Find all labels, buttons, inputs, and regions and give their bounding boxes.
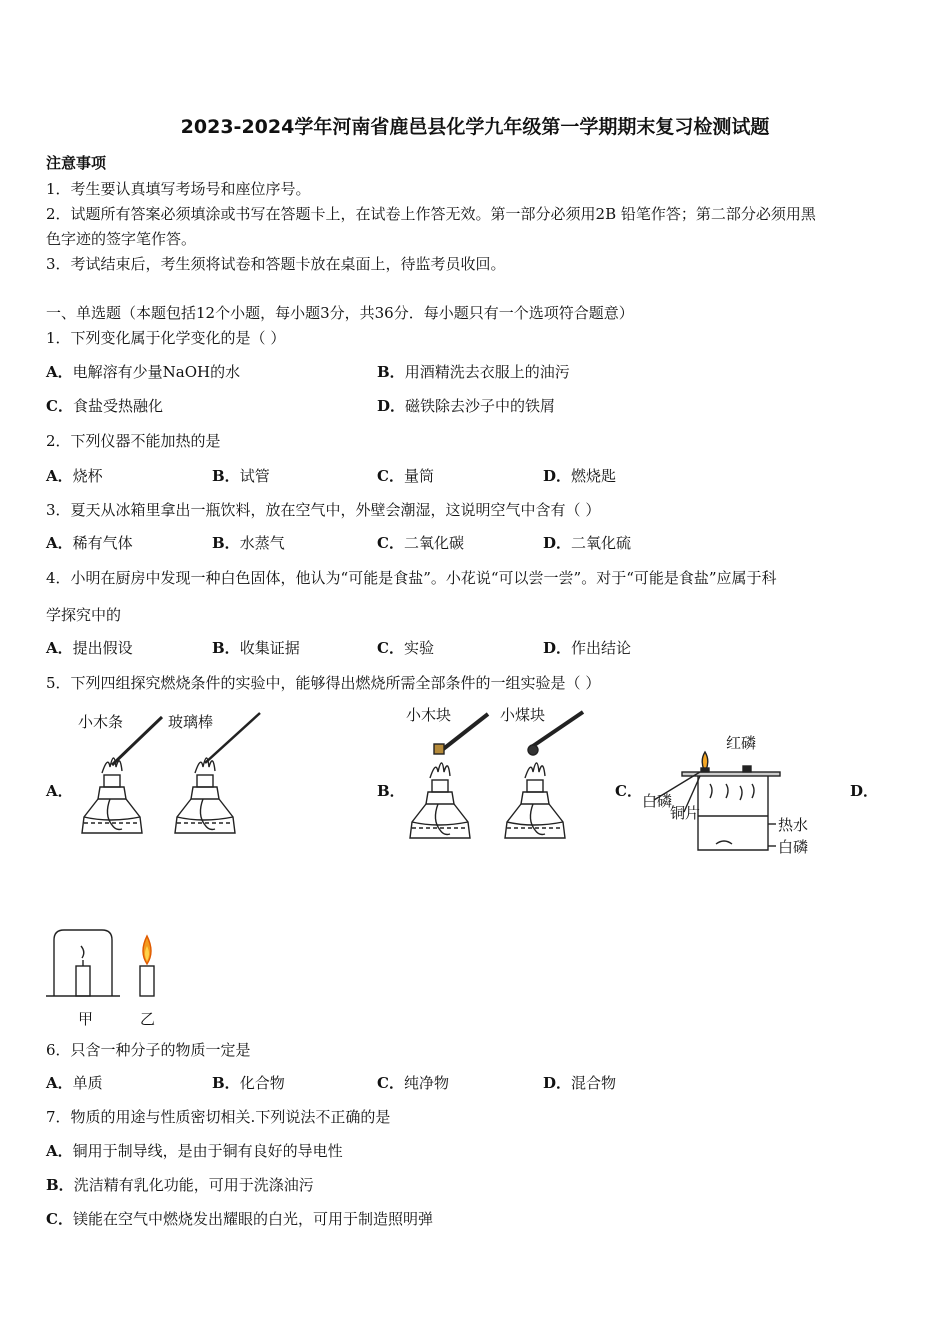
option-label: D．: [543, 1074, 572, 1092]
option-label: C．: [46, 1210, 73, 1228]
option-label: B．: [212, 639, 240, 657]
q5-label-b: B．: [377, 782, 405, 800]
option-text: 燃烧匙: [571, 467, 617, 485]
option-text: 烧杯: [72, 467, 103, 485]
q3-option-c: [377, 532, 464, 553]
label-white-phosphorus-top: 白磷: [642, 792, 673, 810]
option-text: 收集证据: [239, 639, 300, 657]
question-2-stem: 2．下列仪器不能加热的是: [46, 432, 221, 450]
label-yi: 乙: [140, 1010, 156, 1028]
option-label: B．: [212, 1074, 240, 1092]
option-label: B．: [46, 1176, 74, 1194]
coal-block-icon: [528, 745, 538, 755]
q6-option-c: [377, 1072, 449, 1093]
option-label: C．: [377, 1074, 404, 1092]
option-text: 纯净物: [403, 1074, 449, 1092]
q6-option-b: [212, 1072, 285, 1093]
candle-jia: [76, 966, 90, 996]
q1-option-a: [46, 361, 240, 382]
flame-icon: [702, 752, 708, 770]
option-label: D．: [543, 639, 572, 657]
q4-option-c: [377, 637, 434, 658]
label-copper-sheet: 铜片: [670, 804, 701, 822]
q5-label-a: A．: [46, 782, 73, 800]
q6-option-a: [46, 1072, 103, 1093]
option-text: 二氧化硫: [571, 534, 632, 552]
figure-c-phosphorus-beaker: [640, 728, 820, 860]
q4-option-a: [46, 637, 133, 658]
q2-option-b: [212, 465, 270, 486]
option-label: D．: [377, 397, 406, 415]
wood-block-icon: [434, 744, 444, 754]
notice-heading: 注意事项: [46, 154, 107, 172]
alcohol-lamp-icon: [410, 763, 470, 838]
white-phosphorus-bottom: [716, 841, 732, 844]
option-label: C．: [377, 534, 404, 552]
option-label: C．: [46, 397, 73, 415]
label-wood-block: 小木块: [406, 706, 452, 724]
option-text: 用酒精洗去衣服上的油污: [404, 363, 570, 381]
q7-option-b: [46, 1174, 314, 1195]
figure-b-alcohol-lamps: [398, 700, 593, 860]
white-phosphorus-top: [701, 768, 709, 772]
notice-item: 色字迹的签字笔作答。: [46, 230, 197, 248]
option-text: 洗洁精有乳化功能，可用于洗涤油污: [73, 1176, 314, 1194]
question-5-stem: 5．下列四组探究燃烧条件的实验中，能够得出燃烧所需全部条件的一组实验是（ ）: [46, 674, 601, 692]
q2-option-d: [543, 465, 616, 486]
red-phosphorus: [743, 766, 751, 772]
q3-option-a: [46, 532, 133, 553]
option-text: 镁能在空气中燃烧发出耀眼的白光，可用于制造照明弹: [72, 1210, 433, 1228]
q4-option-d: [543, 637, 631, 658]
q4-option-b: [212, 637, 300, 658]
option-text: 化合物: [239, 1074, 285, 1092]
q3-option-b: [212, 532, 285, 553]
option-text: 混合物: [571, 1074, 617, 1092]
option-label: A．: [46, 1074, 73, 1092]
label-wood-stick: 小木条: [78, 713, 124, 731]
label-white-phosphorus-bottom: 白磷: [778, 838, 809, 856]
question-4-stem-cont: 学探究中的: [46, 606, 122, 624]
option-text: 稀有气体: [72, 534, 133, 552]
option-text: 磁铁除去沙子中的铁屑: [405, 397, 556, 415]
q1-option-c: [46, 395, 163, 416]
smoke-icon: [81, 946, 84, 966]
question-4-stem: 4．小明在厨房中发现一种白色固体，他认为“可能是食盐”。小花说“可以尝一尝”。对于“可能是食盐”应属于科: [46, 569, 777, 587]
q6-option-d: [543, 1072, 616, 1093]
option-text: 铜用于制导线，是由于铜有良好的导电性: [72, 1142, 343, 1160]
alcohol-lamp-icon: [82, 758, 142, 833]
q2-option-c: [377, 465, 434, 486]
option-label: A．: [46, 467, 73, 485]
option-label: C．: [377, 467, 404, 485]
option-text: 提出假设: [72, 639, 133, 657]
option-label: A．: [46, 363, 73, 381]
page-title: 2023-2024学年河南省鹿邑县化学九年级第一学期期末复习检测试题: [180, 116, 770, 138]
alcohol-lamp-icon: [175, 758, 235, 833]
option-label: A．: [46, 534, 73, 552]
q1-option-d: [377, 395, 555, 416]
option-text: 实验: [403, 639, 434, 657]
option-text: 单质: [72, 1074, 103, 1092]
option-text: 水蒸气: [239, 534, 285, 552]
option-label: C．: [377, 639, 404, 657]
q7-option-c: [46, 1208, 433, 1229]
option-text: 食盐受热融化: [72, 397, 163, 415]
notice-item: 1．考生要认真填写考场号和座位序号。: [46, 180, 311, 198]
option-text: 电解溶有少量NaOH的水: [72, 363, 241, 381]
alcohol-lamp-icon: [505, 763, 565, 838]
label-red-phosphorus: 红磷: [726, 734, 757, 752]
q1-option-b: [377, 361, 570, 382]
q5-label-d: D．: [850, 782, 879, 800]
notice-item: 3．考试结束后，考生须将试卷和答题卡放在桌面上，待监考员收回。: [46, 255, 506, 273]
q7-option-a: [46, 1140, 343, 1161]
beaker: [698, 776, 768, 850]
label-hot-water: 热水: [778, 816, 809, 834]
label-jia: 甲: [78, 1010, 94, 1028]
label-coal-block: 小煤块: [500, 706, 546, 724]
figure-a-alcohol-lamps: [70, 705, 275, 860]
question-7-stem: 7．物质的用途与性质密切相关.下列说法不正确的是: [46, 1108, 391, 1126]
option-label: A．: [46, 1142, 73, 1160]
option-label: B．: [212, 467, 240, 485]
option-label: D．: [543, 534, 572, 552]
option-text: 二氧化碳: [403, 534, 464, 552]
option-text: 量筒: [403, 467, 434, 485]
figure-d-candles: [44, 926, 174, 1031]
q2-option-a: [46, 465, 103, 486]
option-label: A．: [46, 639, 73, 657]
question-6-stem: 6．只含一种分子的物质一定是: [46, 1041, 251, 1059]
candle-yi: [140, 966, 154, 996]
option-label: D．: [543, 467, 572, 485]
label-glass-rod: 玻璃棒: [168, 713, 214, 731]
option-text: 试管: [239, 467, 270, 485]
option-label: B．: [377, 363, 405, 381]
question-3-stem: 3．夏天从冰箱里拿出一瓶饮料，放在空气中，外壁会潮湿，这说明空气中含有（ ）: [46, 501, 601, 519]
option-text: 作出结论: [571, 639, 632, 657]
notice-item: 2．试题所有答案必须填涂或书写在答题卡上，在试卷上作答无效。第一部分必须用2B 铅笔作答；第二部分必须用黑: [46, 205, 816, 223]
question-1-stem: 1．下列变化属于化学变化的是（ ）: [46, 329, 286, 347]
q3-option-d: [543, 532, 631, 553]
section-heading: 一、单选题（本题包括12个小题，每小题3分，共36分．每小题只有一个选项符合题意）: [46, 304, 634, 322]
option-label: B．: [212, 534, 240, 552]
q5-label-c: C．: [615, 782, 642, 800]
